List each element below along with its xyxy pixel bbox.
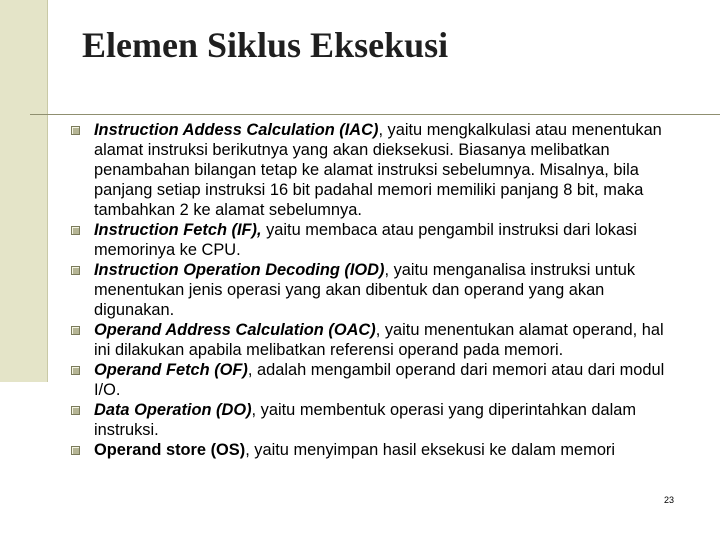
bullet-item-iod xyxy=(0,260,666,320)
bullet-description: , yaitu menganalisa instruksi untuk menentukan jenis operasi yang akan dibentuk dan operand yang akan digunakan. xyxy=(94,261,636,319)
title-divider xyxy=(30,114,720,115)
square-bullet-icon xyxy=(71,126,81,136)
bullet-term: Operand Address Calculation (OAC) xyxy=(94,321,376,339)
bullet-description: , yaitu membentuk operasi yang diperintahkan dalam instruksi. xyxy=(94,401,637,439)
bullet-term: Operand store (OS) xyxy=(94,441,246,459)
bullet-description: yaitu membaca atau pengambil instruksi dari lokasi memorinya ke CPU. xyxy=(94,221,637,259)
bullet-term: Instruction Addess Calculation (IAC) xyxy=(94,121,379,139)
bullet-description: , yaitu mengkalkulasi atau menentukan alamat instruksi berikutnya yang akan dieksekusi. Biasanya melibatkan penambahan bilangan tetap ke alamat instruksi sebelumnya. Misalnya, bila panjang setiap instruksi 16 bit padahal memori memiliki panjang 8 bit, maka tambahkan 2 ke alamat sebelumnya. xyxy=(94,121,662,219)
slide-title: Elemen Siklus Eksekusi xyxy=(82,25,449,65)
bullet-item-os xyxy=(0,440,666,460)
bullet-item-if xyxy=(0,220,666,260)
bullet-term: Instruction Operation Decoding (IOD) xyxy=(94,261,385,279)
bullet-list xyxy=(0,120,720,460)
square-bullet-icon xyxy=(71,366,81,376)
square-bullet-icon xyxy=(71,266,81,276)
bullet-description: , yaitu menentukan alamat operand, hal ini dilakukan apabila melibatkan referensi operand pada memori. xyxy=(94,321,664,359)
bullet-term: Data Operation (DO) xyxy=(94,401,252,419)
bullet-item-oac xyxy=(0,320,666,360)
bullet-description: , adalah mengambil operand dari memori atau dari modul I/O. xyxy=(94,361,665,399)
bullet-item-do xyxy=(0,400,666,440)
bullet-description: , yaitu menyimpan hasil eksekusi ke dalam memori xyxy=(245,441,616,459)
square-bullet-icon xyxy=(71,446,81,456)
square-bullet-icon xyxy=(71,226,81,236)
square-bullet-icon xyxy=(71,326,81,336)
bullet-item-iac xyxy=(0,120,666,220)
bullet-item-of xyxy=(0,360,666,400)
slide-number: 23 xyxy=(664,495,675,505)
square-bullet-icon xyxy=(71,406,81,416)
bullet-term: Operand Fetch (OF) xyxy=(94,361,248,379)
bullet-term: Instruction Fetch (IF), xyxy=(94,221,262,239)
